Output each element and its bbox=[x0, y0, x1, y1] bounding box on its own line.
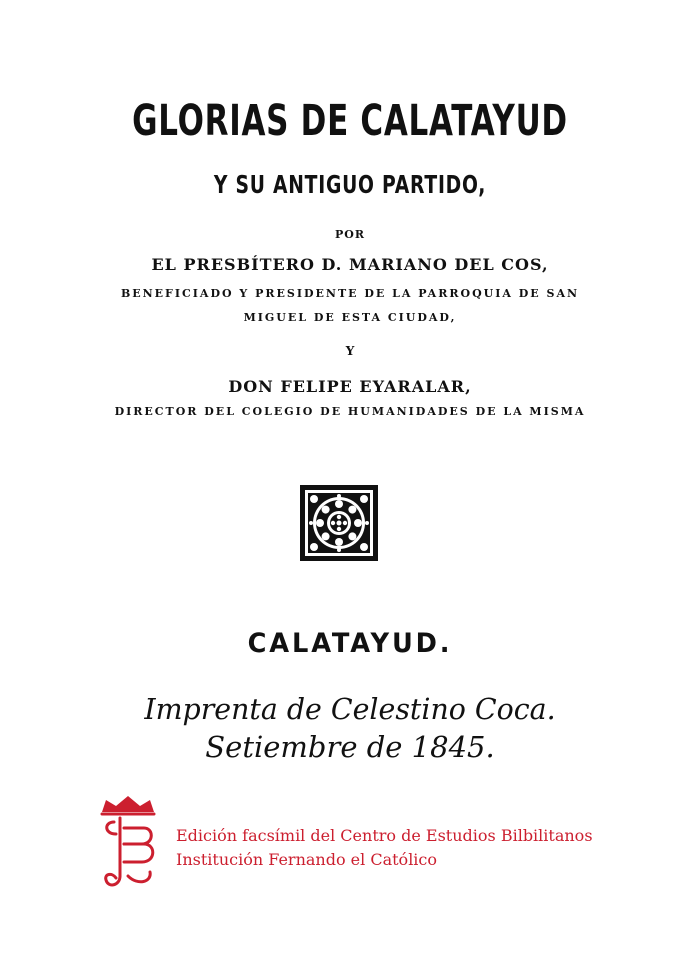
author-1-name: EL PRESBÍTERO D. MARIANO DEL COS, bbox=[151, 255, 549, 274]
crowned-ifc-monogram-icon bbox=[94, 792, 162, 892]
author-2-role: DIRECTOR DEL COLEGIO DE HUMANIDADES DE LA MISMA bbox=[114, 405, 586, 418]
by-line: POR bbox=[335, 228, 365, 241]
author-2-name: DON FELIPE EYARALAR, bbox=[228, 377, 472, 396]
author-1-role-line-2: MIGUEL DE ESTA CIUDAD, bbox=[243, 311, 457, 324]
book-title: GLORIAS DE CALATAYUD bbox=[132, 96, 568, 146]
conjunction: Y bbox=[345, 344, 355, 358]
facsimile-notice-line-1: Edición facsímil del Centro de Estudios Bilbilitanos bbox=[176, 826, 593, 845]
publication-place: CALATAYUD. bbox=[247, 628, 453, 659]
author-1-role-line-1: BENEFICIADO Y PRESIDENTE DE LA PARROQUIA DE SAN bbox=[120, 287, 580, 300]
printer-line: Imprenta de Celestino Coca. bbox=[144, 692, 556, 726]
book-subtitle: Y SU ANTIGUO PARTIDO, bbox=[213, 170, 487, 199]
rosette-ornament-icon bbox=[299, 484, 379, 562]
publication-date: Setiembre de 1845. bbox=[205, 730, 495, 764]
facsimile-notice-line-2: Institución Fernando el Católico bbox=[176, 850, 438, 869]
